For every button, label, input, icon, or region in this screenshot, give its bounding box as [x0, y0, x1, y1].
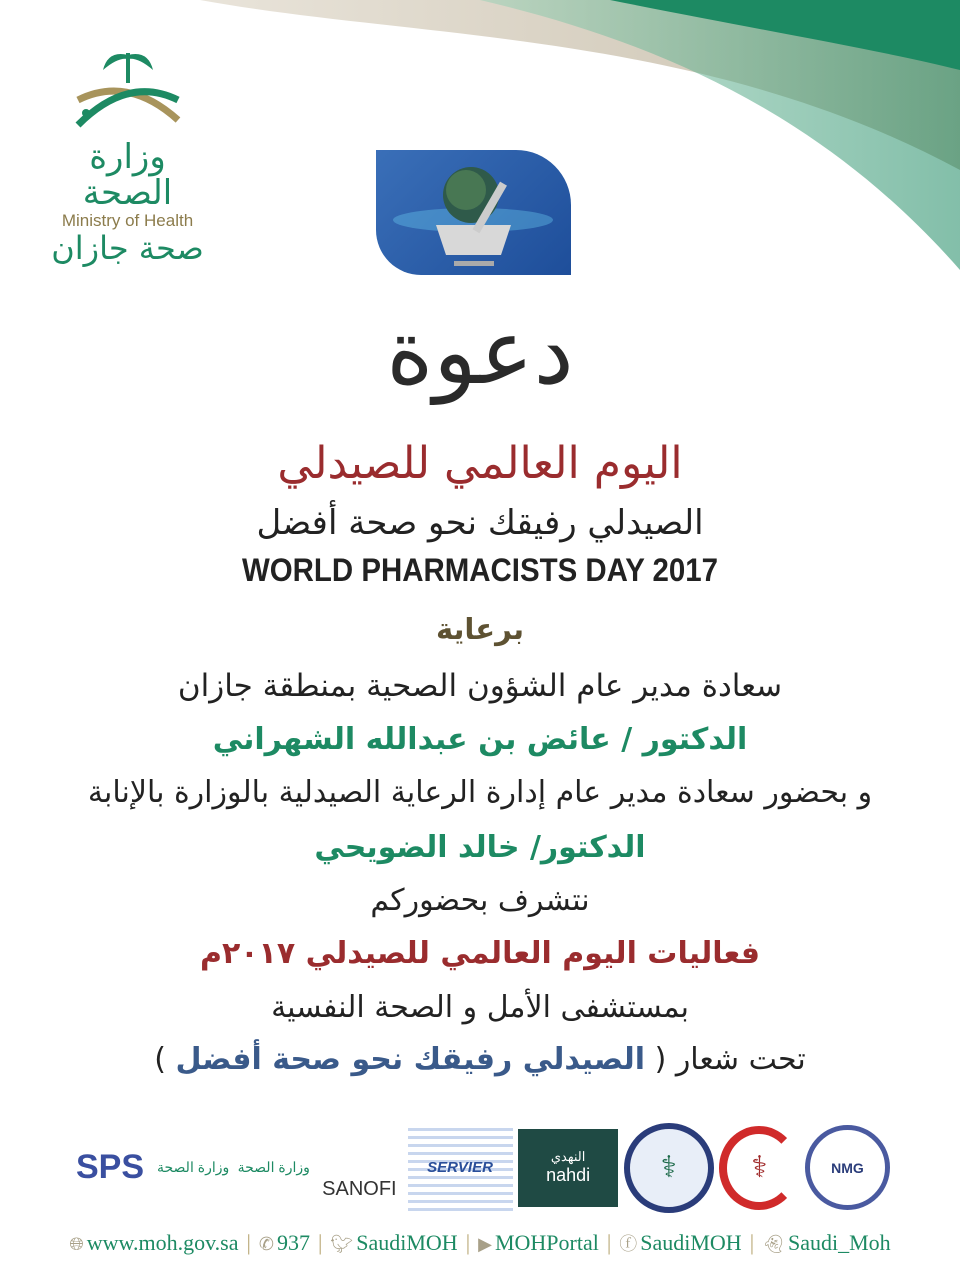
sponsor-pharmacy-group-logo: ⚕: [624, 1123, 714, 1213]
nahdi-ar: النهدي: [550, 1149, 586, 1164]
motto-prefix: تحت شعار (: [654, 1042, 806, 1077]
phone-icon: ✆: [258, 1234, 274, 1254]
sponsor-sanofi-logo: SANOFI: [322, 1177, 397, 1200]
motto-line: [0, 1042, 960, 1077]
sponsor-nahdi-logo: [518, 1129, 618, 1207]
honored-text: نتشرف بحضوركم: [370, 883, 590, 918]
pharmacist-day-badge: [376, 150, 571, 275]
events-title: فعاليات اليوم العالمي للصيدلي ٢٠١٧م: [199, 936, 761, 971]
attendance-text: و بحضور سعادة مدير عام إدارة الرعاية الصيدلية بالوزارة بالإنابة: [87, 775, 873, 810]
website-link[interactable]: [69, 1230, 238, 1256]
facebook-text: SaudiMOH: [640, 1230, 742, 1255]
nahdi-en: nahdi: [546, 1165, 591, 1185]
motto-suffix: ): [154, 1042, 166, 1077]
palm-swords-emblem-icon: [68, 45, 188, 135]
event-slogan: الصيدلي رفيقك نحو صحة أفضل: [256, 503, 704, 543]
venue-text: بمستشفى الأمل و الصحة النفسية: [271, 990, 689, 1025]
contact-footer: [0, 1230, 960, 1256]
twitter-icon: 🐦︎: [330, 1234, 354, 1254]
phone-text: 937: [276, 1230, 310, 1255]
snapchat-icon: 👻︎: [762, 1234, 785, 1254]
sponsor-moh-logo-1: وزارة الصحة: [157, 1159, 230, 1175]
twitter-link[interactable]: [330, 1230, 457, 1256]
snapchat-text: Saudi_Moh: [787, 1230, 891, 1255]
globe-icon: 🌐︎: [69, 1234, 84, 1254]
sponsor-nmg-logo: NMG: [805, 1125, 890, 1210]
moh-logo: [40, 45, 215, 265]
divider: |: [317, 1230, 323, 1255]
sponsor-logos: [70, 1120, 890, 1215]
youtube-text: MOHPortal: [494, 1230, 599, 1255]
sponsor-sps-logo: SPS: [75, 1148, 145, 1186]
mortar-globe-icon: [376, 150, 571, 275]
region-name: صحة جازان: [51, 229, 204, 267]
under-patronage: برعاية: [435, 612, 525, 646]
divider: |: [246, 1230, 251, 1255]
patron-name: الدكتور / عائض بن عبدالله الشهراني: [212, 722, 748, 757]
event-title-en: WORLD PHARMACISTS DAY 2017: [241, 552, 719, 588]
invitation-calligraphy: دعوة: [386, 300, 574, 405]
facebook-link[interactable]: [619, 1230, 741, 1256]
divider: |: [749, 1230, 755, 1255]
divider: |: [606, 1230, 612, 1255]
event-title: اليوم العالمي للصيدلي: [277, 438, 683, 489]
divider: |: [465, 1230, 471, 1255]
motto: الصيدلي رفيقك نحو صحة أفضل: [175, 1042, 646, 1077]
youtube-icon: ▶: [478, 1234, 492, 1254]
sponsor-servier-logo: SERVIER: [408, 1123, 513, 1213]
twitter-text: SaudiMOH: [356, 1230, 458, 1255]
sponsor-crescent-logo: ⚕: [719, 1126, 799, 1210]
facebook-icon: ⓕ: [619, 1234, 638, 1254]
attendee-name: الدكتور/ خالد الضويحي: [314, 830, 646, 865]
snapchat-link[interactable]: [762, 1230, 891, 1256]
ministry-name-ar: وزارة الصحة: [82, 137, 173, 213]
ministry-name-en: Ministry of Health: [61, 211, 194, 230]
website-text: www.moh.gov.sa: [86, 1230, 239, 1255]
patron-title: سعادة مدير عام الشؤون الصحية بمنطقة جازان: [177, 668, 783, 704]
sponsor-moh-logo-2: وزارة الصحة: [237, 1159, 310, 1175]
youtube-link[interactable]: [478, 1230, 599, 1256]
phone-link[interactable]: [259, 1230, 310, 1256]
